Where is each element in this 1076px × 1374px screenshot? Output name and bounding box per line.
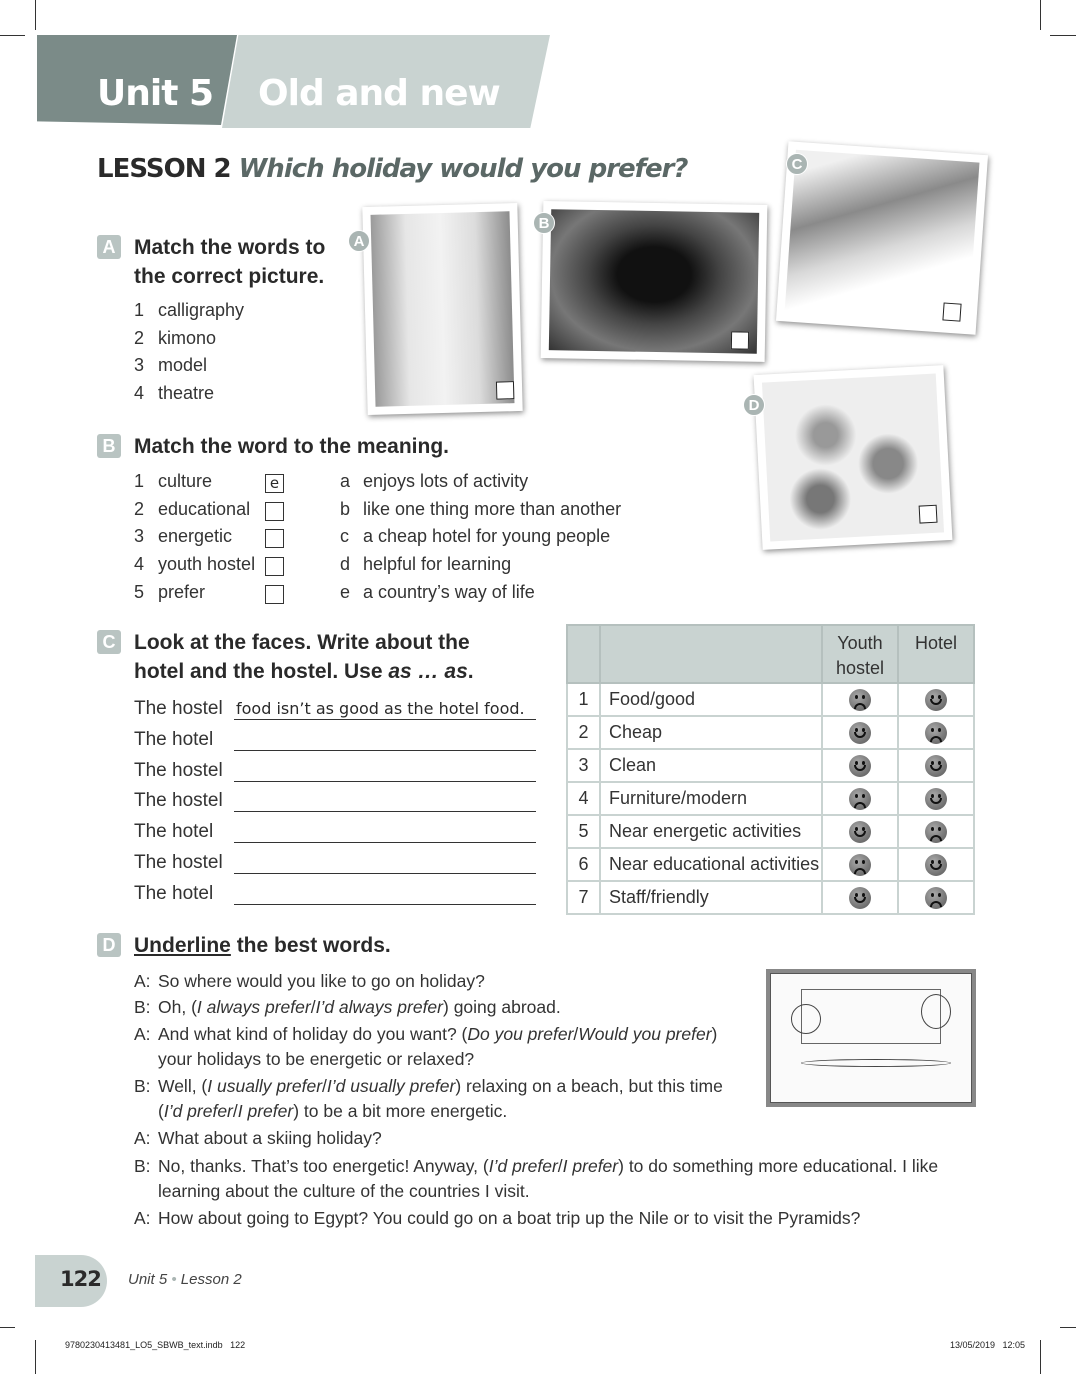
answer-line[interactable] [234, 822, 536, 843]
sad-face-icon [849, 788, 871, 810]
section-b-title: Match the word to the meaning. [134, 435, 450, 458]
youth-rating-cell [822, 848, 898, 881]
col-header [567, 625, 600, 683]
dialogue-text: No, thanks. That’s too energetic! Anyway, ( [158, 1156, 489, 1176]
hotel-rating-cell [898, 782, 974, 815]
photo-origami [754, 365, 953, 550]
happy-face-icon [849, 821, 871, 843]
section-a-badge: A [97, 235, 121, 259]
dialogue-line [134, 1154, 938, 1179]
word-label: prefer [158, 581, 206, 602]
meaning-letter: a [340, 471, 351, 491]
mouth [854, 831, 866, 837]
section-c-badge: C [97, 630, 121, 654]
footer-separator: • [171, 1271, 177, 1288]
section-d-badge: D [97, 933, 121, 957]
choice-option[interactable]: I’d usually prefer [326, 1076, 456, 1096]
crop-mark [1040, 0, 1041, 30]
happy-face-icon [925, 788, 947, 810]
happy-face-icon [925, 755, 947, 777]
speaker-label: B: [134, 997, 151, 1017]
speaker-label: A: [134, 1024, 151, 1044]
answer-checkbox[interactable] [265, 585, 284, 604]
line-label: The hotel [134, 728, 214, 750]
item-number: 3 [134, 355, 145, 375]
lesson-heading [97, 154, 688, 184]
row-item: Staff/friendly [600, 881, 822, 914]
row-item: Near energetic activities [600, 815, 822, 848]
mouth [854, 802, 866, 808]
photo-checkbox[interactable] [919, 505, 938, 524]
dialogue-line [134, 1179, 530, 1204]
row-number: 6 [567, 848, 600, 881]
sad-face-icon [925, 821, 947, 843]
item-word: model [158, 355, 208, 375]
youth-rating-cell [822, 716, 898, 749]
line-label: The hostel [134, 852, 223, 873]
row-item: Food/good [600, 683, 822, 716]
item-number: 2 [134, 327, 145, 348]
meaning-text: helpful for learning [363, 554, 512, 575]
speaker-label: B: [134, 1156, 151, 1176]
crop-mark [35, 1340, 36, 1374]
row-number: 1 [567, 683, 600, 716]
table-row [567, 716, 974, 749]
dialogue-text: ) to be a bit more energetic. [293, 1101, 508, 1121]
mouth [854, 765, 866, 771]
answer-line[interactable]: food isn’t as good as the hotel food. [234, 699, 536, 720]
title-line: Look at the faces. Write about the [134, 631, 470, 654]
hotel-rating-cell [898, 815, 974, 848]
title-italic: as … as [388, 660, 468, 683]
mouth [854, 897, 866, 903]
happy-face-icon [925, 689, 947, 711]
choice-option[interactable]: I prefer [562, 1156, 619, 1176]
faces-table [566, 624, 975, 915]
dialogue-text: So where would you like to go on holiday? [158, 971, 485, 991]
mouth [854, 868, 866, 874]
lesson-label: LESSON 2 [97, 154, 231, 184]
hotel-rating-cell [898, 716, 974, 749]
row-item: Near educational activities [600, 848, 822, 881]
item-number: 1 [134, 300, 145, 320]
happy-face-icon [849, 755, 871, 777]
choice-option[interactable]: I prefer [237, 1101, 294, 1121]
mouth [930, 864, 942, 870]
dialogue-text: / [232, 1101, 238, 1121]
photo-kimono [362, 203, 522, 415]
choice-option[interactable]: I’d prefer [488, 1156, 558, 1176]
dialogue-line [134, 1126, 382, 1151]
answer-checkbox[interactable] [265, 557, 284, 576]
answer-line[interactable] [234, 730, 536, 751]
dialogue-line [134, 1047, 474, 1072]
unit-label: Unit 5 [97, 73, 213, 114]
speaker-label: A: [134, 971, 151, 991]
row-item: Clean [600, 749, 822, 782]
dialogue-line [134, 1206, 860, 1231]
word-number: 4 [134, 554, 145, 575]
title-text: the best words. [230, 934, 391, 957]
dialogue-line [134, 1022, 717, 1047]
dialogue-text: ( [158, 1101, 164, 1121]
speaker-label: A: [134, 1208, 151, 1228]
dialogue-line [134, 969, 485, 994]
dialogue-text: / [310, 997, 316, 1017]
slug-date: 13/05/2019 12:05 [950, 1340, 1026, 1350]
mouth [930, 765, 942, 771]
choice-option[interactable]: I’d prefer [163, 1101, 233, 1121]
crop-mark [0, 35, 25, 36]
meaning-text: a cheap hotel for young people [363, 526, 611, 547]
word-label: educational [158, 498, 251, 519]
hotel-rating-cell [898, 683, 974, 716]
crop-mark [1050, 35, 1076, 36]
line-label: The hotel [134, 821, 214, 843]
word-label: culture [158, 471, 213, 491]
sad-face-icon [925, 722, 947, 744]
happy-face-icon [849, 722, 871, 744]
dialogue-text: ) relaxing on a beach, but this time [455, 1076, 723, 1096]
col-header-hotel: Hotel [898, 625, 974, 683]
dialogue-line [134, 1074, 723, 1099]
word-number: 5 [134, 581, 145, 602]
happy-face-icon [925, 854, 947, 876]
section-c-title [134, 628, 474, 686]
table-row [567, 881, 974, 914]
photo-calligraphy [776, 141, 988, 335]
title-underlined: Underline [134, 934, 231, 957]
answer-checkbox[interactable]: e [265, 474, 284, 493]
mouth [930, 736, 942, 742]
title-line: Match the words to [134, 236, 326, 259]
youth-rating-cell [822, 683, 898, 716]
photo-checkbox[interactable] [731, 331, 749, 349]
mouth [854, 732, 866, 738]
crop-mark [0, 1327, 15, 1328]
dialogue-text: How about going to Egypt? You could go on a boat trip up the Nile or to visit the Pyramids? [158, 1208, 861, 1228]
row-number: 3 [567, 749, 600, 782]
col-header [600, 625, 822, 683]
section-b-badge: B [97, 434, 121, 458]
dialogue-text: / [322, 1076, 327, 1096]
mouth [930, 699, 942, 705]
dialogue-text: Well, ( [158, 1076, 208, 1096]
table-row [567, 749, 974, 782]
footer-lesson: Lesson 2 [180, 1271, 242, 1288]
meaning-text: a country’s way of life [363, 581, 535, 602]
word-label: youth hostel [158, 554, 256, 575]
meaning-letter: e [340, 581, 351, 602]
item-word: kimono [158, 327, 217, 348]
answer-line[interactable] [234, 884, 536, 905]
item-word: calligraphy [158, 300, 245, 320]
line-label: The hostel [134, 759, 223, 781]
youth-rating-cell [822, 815, 898, 848]
answer-line[interactable] [234, 761, 536, 782]
line-label: The hostel [134, 790, 223, 812]
line-label: The hotel [134, 882, 214, 904]
dialogue-line [134, 995, 561, 1020]
meaning-text: like one thing more than another [363, 498, 622, 519]
dialogue-text: ) to do something more educational. I like [618, 1156, 939, 1176]
word-number: 2 [134, 498, 145, 519]
dialogue-text: your holidays to be energetic or relaxed? [158, 1049, 475, 1069]
table-row [567, 782, 974, 815]
youth-rating-cell [822, 782, 898, 815]
choice-option[interactable]: Do you prefer [467, 1024, 574, 1044]
dialogue-text: ) going abroad. [443, 997, 561, 1017]
mouth [930, 835, 942, 841]
item-number: 4 [134, 382, 145, 403]
table-row [567, 815, 974, 848]
footer-unit: Unit 5 [128, 1271, 168, 1288]
dialogue-text: ) [711, 1024, 718, 1044]
word-number: 3 [134, 526, 145, 547]
unit-title: Old and new [258, 73, 500, 114]
hotel-rating-cell [898, 881, 974, 914]
crop-mark [1040, 1340, 1041, 1374]
mouth [930, 798, 942, 804]
mouth [854, 703, 866, 709]
meaning-text: enjoys lots of activity [363, 471, 529, 491]
answer-checkbox[interactable] [265, 502, 284, 521]
meaning-letter: b [340, 498, 351, 519]
meaning-letter: c [340, 526, 349, 547]
dialogue-text: And what kind of holiday do you want? ( [158, 1024, 468, 1044]
row-number: 4 [567, 782, 600, 815]
dialogue-text: What about a skiing holiday? [158, 1128, 382, 1148]
choice-option[interactable]: I always prefer [196, 997, 311, 1017]
happy-face-icon [849, 887, 871, 909]
choice-option[interactable]: Would you prefer [578, 1024, 712, 1044]
dialogue-text: / [557, 1156, 563, 1176]
slug-filename: 9780230413481_LO5_SBWB_text.indb 122 [65, 1340, 246, 1350]
photo-theatre [541, 201, 768, 362]
photo-checkbox[interactable] [496, 381, 514, 399]
hotel-rating-cell [898, 848, 974, 881]
photo-label: C [786, 153, 808, 175]
dialogue-text: learning about the culture of the countries I visit. [158, 1181, 530, 1201]
sad-face-icon [849, 854, 871, 876]
footer-breadcrumb [128, 1271, 242, 1288]
photo-checkbox[interactable] [942, 302, 961, 321]
speaker-label: B: [134, 1076, 151, 1096]
word-number: 1 [134, 471, 145, 491]
row-number: 2 [567, 716, 600, 749]
title-line: the correct picture. [134, 265, 325, 288]
sad-face-icon [849, 689, 871, 711]
lesson-title: Which holiday would you prefer? [238, 154, 688, 184]
answer-line[interactable] [234, 791, 536, 812]
row-item: Cheap [600, 716, 822, 749]
sad-face-icon [925, 887, 947, 909]
item-word: theatre [158, 382, 215, 403]
answer-checkbox[interactable] [265, 529, 284, 548]
table-row [567, 683, 974, 716]
section-a-title [134, 233, 325, 291]
choice-option[interactable]: I usually prefer [207, 1076, 323, 1096]
word-label: energetic [158, 526, 233, 547]
line-label: The hostel [134, 698, 223, 719]
photo-label: D [743, 394, 765, 416]
meaning-letter: d [340, 554, 351, 575]
answer-line[interactable] [234, 853, 536, 874]
mouth [930, 901, 942, 907]
youth-rating-cell [822, 749, 898, 782]
illustration-couple-at-table [766, 969, 976, 1107]
youth-rating-cell [822, 881, 898, 914]
dialogue-text: / [573, 1024, 579, 1044]
title-line: hotel and the hostel. Use as … as. [134, 660, 474, 683]
page-number: 122 [60, 1267, 101, 1291]
crop-mark [35, 0, 36, 30]
photo-label: A [348, 230, 370, 252]
row-number: 5 [567, 815, 600, 848]
row-item: Furniture/modern [600, 782, 822, 815]
speaker-label: A: [134, 1128, 151, 1148]
col-header-youth-hostel: Youth hostel [822, 625, 898, 683]
dialogue-line [134, 1099, 507, 1124]
choice-option[interactable]: I’d always prefer [315, 997, 443, 1017]
photo-label: B [533, 212, 555, 234]
row-number: 7 [567, 881, 600, 914]
section-d-title [134, 931, 391, 960]
dialogue-text: Oh, ( [158, 997, 197, 1017]
title-text: hotel and the hostel. Use [134, 660, 389, 683]
crop-mark [1060, 1327, 1076, 1328]
hotel-rating-cell [898, 749, 974, 782]
table-row [567, 848, 974, 881]
